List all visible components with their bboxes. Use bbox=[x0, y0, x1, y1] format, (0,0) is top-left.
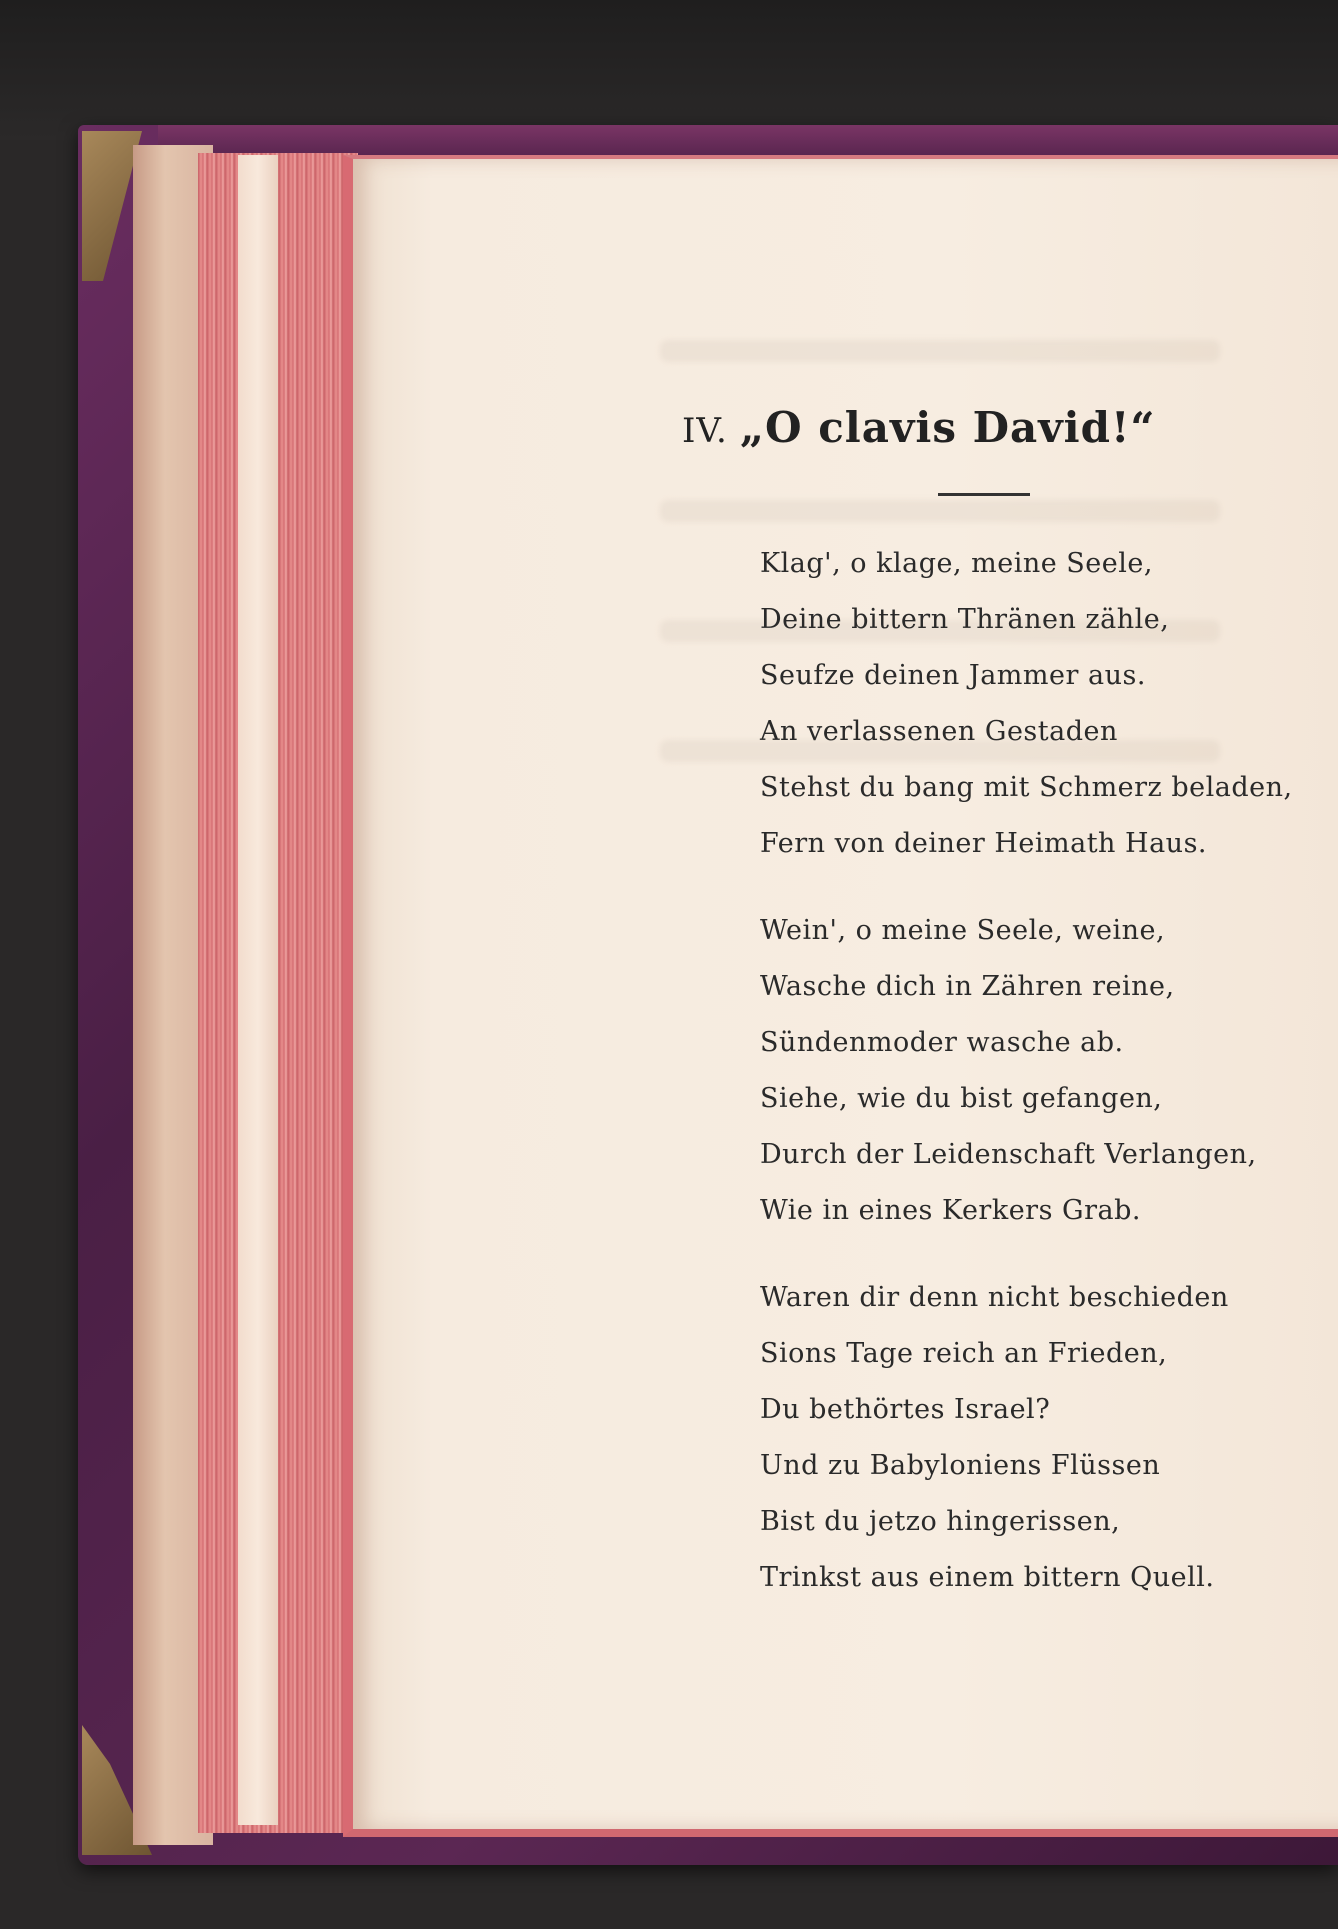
poem-line: Und zu Babyloniens Flüssen bbox=[760, 1450, 1161, 1481]
background bbox=[0, 0, 1338, 140]
poem-line: Wasche dich in Zähren reine, bbox=[760, 971, 1175, 1002]
stanza-1 bbox=[760, 536, 1293, 872]
poem-line: Sündenmoder wasche ab. bbox=[760, 1027, 1124, 1058]
title-divider bbox=[938, 493, 1030, 496]
poem-line: Durch der Leidenschaft Verlangen, bbox=[760, 1139, 1257, 1170]
poem-line: Wein', o meine Seele, weine, bbox=[760, 915, 1166, 946]
stanza-3 bbox=[760, 1270, 1229, 1606]
stanza-2 bbox=[760, 903, 1257, 1239]
poem-line: Siehe, wie du bist gefangen, bbox=[760, 1083, 1163, 1114]
poem-line: Waren dir denn nicht beschieden bbox=[760, 1282, 1229, 1313]
poem-title-text: „O clavis David!“ bbox=[739, 403, 1156, 452]
poem-line: Fern von deiner Heimath Haus. bbox=[760, 828, 1208, 859]
poem-line: Sions Tage reich an Frieden, bbox=[760, 1338, 1168, 1369]
poem-line: Deine bittern Thränen zähle, bbox=[760, 604, 1170, 635]
poem-line: Stehst du bang mit Schmerz beladen, bbox=[760, 772, 1293, 803]
page-edge-light bbox=[238, 155, 278, 1825]
show-through-text bbox=[660, 340, 1220, 362]
red-page-edges bbox=[198, 153, 358, 1833]
poem-line: Klag', o klage, meine Seele, bbox=[760, 548, 1153, 579]
book-head-band bbox=[158, 125, 1338, 155]
poem-line: Bist du jetzo hingerissen, bbox=[760, 1506, 1121, 1537]
poem-line: Trinkst aus einem bittern Quell. bbox=[760, 1562, 1215, 1593]
poem-numeral: IV. bbox=[682, 411, 728, 451]
poem-title bbox=[682, 403, 1156, 452]
poem-line: Wie in eines Kerkers Grab. bbox=[760, 1195, 1141, 1226]
poem-line: An verlassenen Gestaden bbox=[760, 716, 1118, 747]
show-through-text bbox=[660, 500, 1220, 522]
poem-line: Seufze deinen Jammer aus. bbox=[760, 660, 1146, 691]
poem-line: Du bethörtes Israel? bbox=[760, 1394, 1051, 1425]
